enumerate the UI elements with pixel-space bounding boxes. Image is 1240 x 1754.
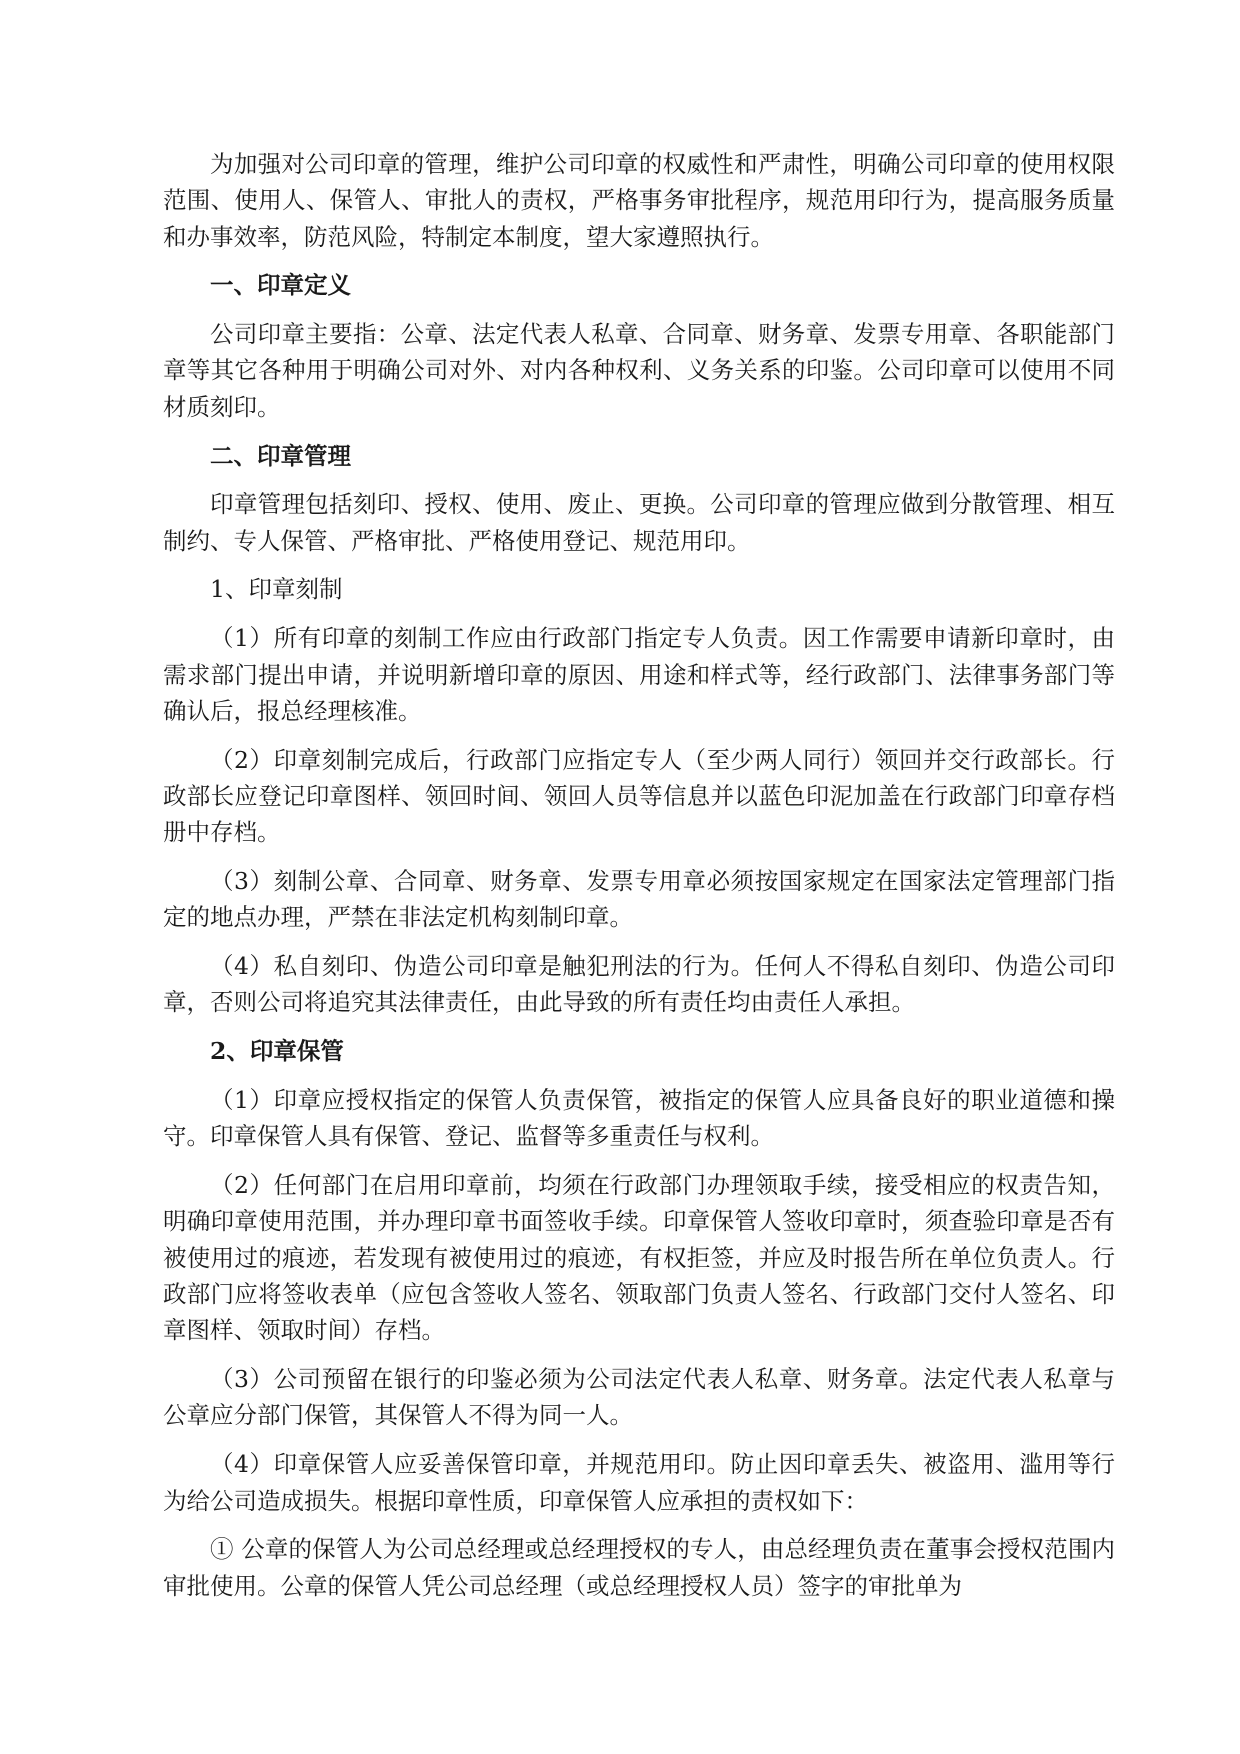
subsection-heading-seal-engraving: 1、印章刻制 [210, 575, 343, 604]
custody-item-1: （1）印章应授权指定的保管人负责保管，被指定的保管人应具备良好的职业道德和操守。印章保管人具有保管、登记、监督等多重责任与权利。 [163, 1086, 1115, 1151]
section-heading-seal-management: 二、印章管理 [210, 441, 351, 470]
subsection-heading-seal-custody: 2、印章保管 [210, 1037, 344, 1066]
engraving-item-4: （4）私自刻印、伪造公司印章是触犯刑法的行为。任何人不得私自刻印、伪造公司印章，否则公司将追究其法律责任，由此导致的所有责任均由责任人承担。 [163, 952, 1115, 1017]
intro-paragraph: 为加强对公司印章的管理，维护公司印章的权威性和严肃性，明确公司印章的使用权限范围、使用人、保管人、审批人的责权，严格事务审批程序，规范用印行为，提高服务质量和办事效率，防范风险，特制定本制度，望大家遵照执行。 [163, 150, 1115, 251]
seal-management-paragraph: 印章管理包括刻印、授权、使用、废止、更换。公司印章的管理应做到分散管理、相互制约、专人保管、严格审批、严格使用登记、规范用印。 [163, 490, 1115, 555]
seal-definition-paragraph: 公司印章主要指：公章、法定代表人私章、合同章、财务章、发票专用章、各职能部门章等其它各种用于明确公司对外、对内各种权利、义务关系的印鉴。公司印章可以使用不同材质刻印。 [163, 320, 1115, 421]
custody-sub-item-1: ① 公章的保管人为公司总经理或总经理授权的专人，由总经理负责在董事会授权范围内审批使用。公章的保管人凭公司总经理（或总经理授权人员）签字的审批单为 [163, 1535, 1115, 1600]
engraving-item-2: （2）印章刻制完成后，行政部门应指定专人（至少两人同行）领回并交行政部长。行政部长应登记印章图样、领回时间、领回人员等信息并以蓝色印泥加盖在行政部门印章存档册中存档。 [163, 745, 1115, 847]
document-page [163, 146, 1115, 1616]
custody-item-4: （4）印章保管人应妥善保管印章，并规范用印。防止因印章丢失、被盗用、滥用等行为给公司造成损失。根据印章性质，印章保管人应承担的责权如下： [163, 1450, 1115, 1515]
section-heading-seal-definition: 一、印章定义 [210, 271, 351, 300]
custody-item-2: （2）任何部门在启用印章前，均须在行政部门办理领取手续，接受相应的权责告知，明确印章使用范围，并办理印章书面签收手续。印章保管人签收印章时，须查验印章是否有被使用过的痕迹，若发现有被使用过的痕迹，有权拒签，并应及时报告所在单位负责人。行政部门应将签收表单（应包含签收人签名、领取部门负责人签名、行政部门交付人签名、印章图样、领取时间）存档。 [163, 1171, 1115, 1345]
engraving-item-1: （1）所有印章的刻制工作应由行政部门指定专人负责。因工作需要申请新印章时，由需求部门提出申请，并说明新增印章的原因、用途和样式等，经行政部门、法律事务部门等确认后，报总经理核准。 [163, 624, 1115, 725]
custody-item-3: （3）公司预留在银行的印鉴必须为公司法定代表人私章、财务章。法定代表人私章与公章应分部门保管，其保管人不得为同一人。 [163, 1365, 1115, 1430]
engraving-item-3: （3）刻制公章、合同章、财务章、发票专用章必须按国家规定在国家法定管理部门指定的地点办理，严禁在非法定机构刻制印章。 [163, 867, 1115, 932]
